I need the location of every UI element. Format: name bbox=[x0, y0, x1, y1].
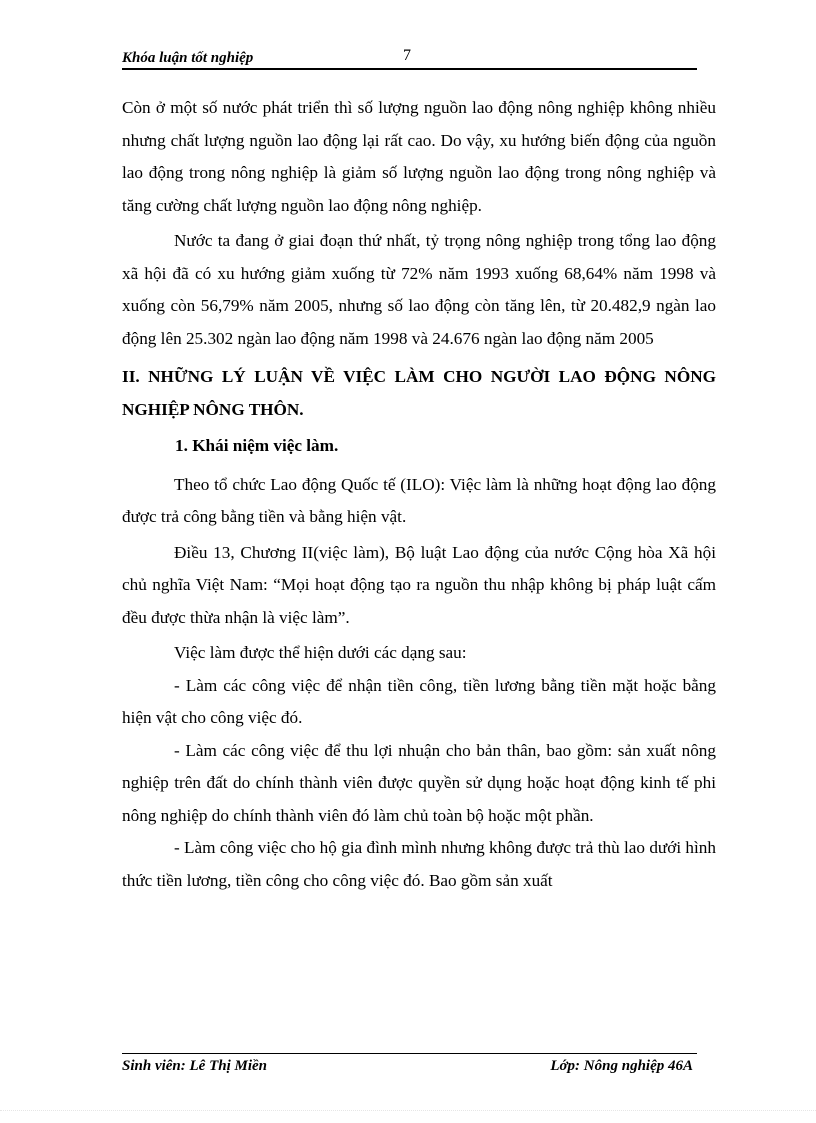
section-heading: II. NHỮNG LÝ LUẬN VỀ VIỆC LÀM CHO NGƯỜI LAO ĐỘNG NÔNG NGHIỆP NÔNG THÔN. bbox=[122, 367, 716, 419]
paragraph: Còn ở một số nước phát triển thì số lượng nguồn lao động nông nghiệp không nhiều nhưng chất lượng nguồn lao động lại rất cao. Do vậy, xu hướng biến động của nguồn lao động trong nông nghiệp là giảm số lượng nguồn lao động trong nông nghiệp và tăng cường chất lượng nguồn lao động nông nghiệp. bbox=[122, 98, 716, 215]
page-body bbox=[122, 92, 716, 900]
student-name: Sinh viên: Lê Thị Miền bbox=[122, 1058, 268, 1074]
paragraph: Điều 13, Chương II(việc làm), Bộ luật Lao động của nước Cộng hòa Xã hội chủ nghĩa Việt Nam: “Mọi hoạt động tạo ra nguồn thu nhập không bị pháp luật cấm đều được thừa nhận là việc làm”. bbox=[122, 542, 716, 627]
paragraph: Việc làm được thể hiện dưới các dạng sau: bbox=[174, 643, 467, 662]
list-item: - Làm các công việc để nhận tiền công, tiền lương bằng tiền mặt hoặc bằng hiện vật cho công việc đó. bbox=[122, 675, 716, 727]
paragraph: Nước ta đang ở giai đoạn thứ nhất, tỷ trọng nông nghiệp trong tổng lao động xã hội đã có xu hướng giảm xuống từ 72% năm 1993 xuống 68,64% năm 1998 và xuống còn 56,79% năm 2005, nhưng số lao động còn tăng lên, từ 20.482,9 ngàn lao động lên 25.302 ngàn lao động năm 1998 và 24.676 ngàn lao động năm 2005 bbox=[122, 231, 716, 348]
list-item: - Làm công việc cho hộ gia đình mình nhưng không được trả thù lao dưới hình thức tiền lương, tiền công cho công việc đó. Bao gồm sản xuất bbox=[122, 838, 716, 890]
paragraph: Theo tổ chức Lao động Quốc tế (ILO): Việc làm là những hoạt động lao động được trả công bằng tiền và bằng hiện vật. bbox=[122, 474, 716, 526]
page-edge-divider bbox=[0, 1110, 816, 1111]
list-item: - Làm các công việc để thu lợi nhuận cho bản thân, bao gồm: sản xuất nông nghiệp trên đất do chính thành viên được quyền sử dụng hoặc hoạt động kinh tế phi nông nghiệp do chính thành viên đó làm chủ toàn bộ hoặc một phần. bbox=[122, 740, 716, 825]
document-title: Khóa luận tốt nghiệp bbox=[122, 50, 254, 66]
page-number: 7 bbox=[403, 47, 411, 64]
sub-heading: 1. Khái niệm việc làm. bbox=[175, 436, 339, 455]
page-header bbox=[122, 47, 697, 70]
page-footer bbox=[122, 1053, 697, 1074]
class-name: Lớp: Nông nghiệp 46A bbox=[550, 1058, 693, 1074]
